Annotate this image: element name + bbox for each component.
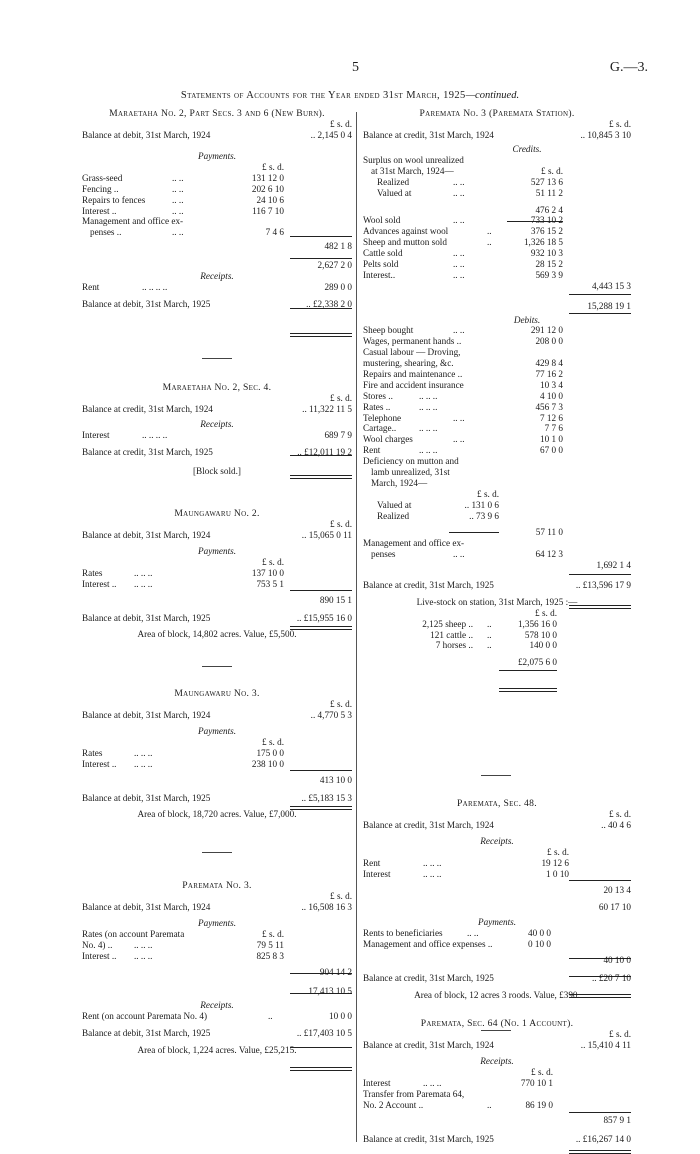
closing-balance: .. £15,955 16 0 xyxy=(296,612,352,623)
section-title: Paremata, Sec. 64 (No. 1 Account). xyxy=(420,1018,574,1029)
paremata-sec-64-account: Paremata, Sec. 64 (No. 1 Account). £ s. d. Balance at credit, 31st March, 1924 .. 15,410 4 11 Receipts. £ s. d. Interest .. .. .. 770 10 1 Transfer from Paremata 64, No. 2 Account .. .. 86 19 0 857 9 1 Balance at credit, 31st March, 1925 .. £16,267 14 0 xyxy=(363,1018,631,1145)
opening-balance: .. 15,065 0 11 xyxy=(301,530,352,541)
opening-balance: .. 15,410 4 11 xyxy=(580,1040,631,1051)
section-separator xyxy=(202,666,232,667)
section-title: Paremata, Sec. 48. xyxy=(457,798,537,809)
section-title: Maraetaha No. 2, Sec. 4. xyxy=(162,382,272,393)
closing-balance: .. £5,183 15 3 xyxy=(301,792,352,803)
payments-total: 482 1 8 xyxy=(324,241,352,252)
closing-balance: .. £12,011 19 2 xyxy=(297,446,352,457)
livestock-title: Live-stock on station, 31st March, 1925 :— xyxy=(416,596,578,607)
maraetaha-2-part-account: Maraetaha No. 2, Part Secs. 3 and 6 (New Burn). £ s. d. Balance at debit, 31st March, 1924 .. 2,145 0 4 Payments. £ s. d. Grass-seed .. .. 131 12 0 Fencing .. .. .. 202 6 10 Repairs to fences .. .. 24 10 6 Interest .. .. .. 116 7 10 Management and office ex- penses .. .. .. 7 4 6 482 1 8 2,627 2 0 Receipts. Rent .. .. .. .. 289 0 0 Balance at debit, 31st March, 1925 .. £2,338 2 0 xyxy=(82,108,352,310)
section-separator xyxy=(202,852,232,853)
page-title: Statements of Accounts for the Year ended 31st March, 1925—continued. xyxy=(180,90,520,101)
page-number: 5 xyxy=(352,60,359,75)
closing-balance: .. £16,267 14 0 xyxy=(575,1134,631,1145)
area-note: Area of block, 18,720 acres. Value, £7,000. xyxy=(137,809,297,820)
opening-balance: .. 2,145 0 4 xyxy=(310,130,352,141)
opening-balance: .. 16,508 16 3 xyxy=(301,902,352,913)
parliamentary-paper-ref: G.—3. xyxy=(609,60,648,75)
section-title: Paremata No. 3 (Paremata Station). xyxy=(419,108,575,119)
block-note: [Block sold.] xyxy=(193,465,241,476)
maungawaru-2-account: Maungawaru No. 2. £ s. d. Balance at debit, 31st March, 1924 .. 15,065 0 11 Payments. £ s. d. Rates .. .. .. 137 10 0 Interest .. .. .. .. 753 5 1 890 15 1 Balance at debit, 31st March, 1925 .. £15,955 16 0 Area of block, 14,802 acres. Value, £5,500. xyxy=(82,508,352,640)
area-note: Area of block, 1,224 acres. Value, £25,215. xyxy=(137,1045,297,1056)
maungawaru-3-account: Maungawaru No. 3. £ s. d. Balance at debit, 31st March, 1924 .. 4,770 5 3 Payments. £ s. d. Rates .. .. .. 175 0 0 Interest .. .. .. .. 238 10 0 413 10 0 Balance at debit, 31st March, 1925 .. £5,183 15 3 Area of block, 18,720 acres. Value, £7,000. xyxy=(82,688,352,820)
section-title: Maraetaha No. 2, Part Secs. 3 and 6 (New Burn). xyxy=(109,108,325,119)
paremata-station-account: Paremata No. 3 (Paremata Station). £ s. d. Balance at credit, 31st March, 1924 .. 10,845 3 10 Credits. Surplus on wool unrealized at 31st March, 1924— £ s. d. Realized .. .. 527 13 6 Valued at .. .. 51 11 2 476 2 4 Wool sold .. .. 733 10 2 Advances against wool .. 376 15 2 Sheep and mutton sold .. 1,326 18 5 Cattle sold .. .. 932 10 3 Pelts sold .. .. 28 15 2 Interest.. .. .. 569 3 9 4,443 15 3 15,288 19 1 Debits. Sheep bought .. .. 291 12 0 Wages, permanent hands .. 208 0 0 Casual labour — Droving, mustering, shearing, &c. 429 8 4 Repairs and maintenance .. 77 16 2 Fire and accident insurance 10 3 4 Stores .. .. .. .. 4 10 0 Rates .. .. .. .. 456 7 3 Telephone .. .. 7 12 6 Cartage.. .. .. .. 7 7 6 Wool charges .. .. 10 1 0 Rent .. .. .. 67 0 0 Deficiency on mutton and lamb unrealized, 31st March, 1924— £ s. d. Valued at .. 131 0 6 Realized .. 73 9 6 57 11 0 Management and office ex- penses .. .. 64 12 3 1,692 1 4 Balance at credit, 31st March, 1925 .. £13,596 17 9 Live-stock on station, 31st March, 1925 :— £ s. d. 2,125 sheep .. .. 1,356 16 0 121 cattle .. .. 578 10 0 7 horses .. .. 140 0 0 £2,075 6 0 xyxy=(363,108,631,668)
closing-balance: .. £2,338 2 0 xyxy=(306,298,352,309)
closing-balance: .. £13,596 17 9 xyxy=(575,580,631,591)
area-note: Area of block, 12 acres 3 roods. Value, £390. xyxy=(414,989,580,1000)
maraetaha-2-sec-4-account: Maraetaha No. 2, Sec. 4. £ s. d. Balance at credit, 31st March, 1924 .. 11,322 11 5 Receipts. Interest .. .. .. .. 689 7 9 Balance at credit, 31st March, 1925 .. £12,011 19 2 [Block sold.] xyxy=(82,382,352,477)
livestock-total: £2,075 6 0 xyxy=(517,657,557,668)
column-divider xyxy=(356,112,357,1142)
livestock-row: 2,125 sheep .. .. 1,356 16 0 xyxy=(422,618,557,629)
closing-balance: .. £17,403 10 5 xyxy=(296,1028,352,1039)
opening-balance: .. 10,845 3 10 xyxy=(580,130,631,141)
paremata-sec-48-account: Paremata, Sec. 48. £ s. d. Balance at credit, 31st March, 1924 .. 40 4 6 Receipts. £ s. d. Rent .. .. .. 19 12 6 Interest .. .. .. 1 0 10 20 13 4 60 17 10 Payments. Rents to beneficiaries .. .. 40 0 0 Management and office expenses .. 0 10 0 40 10 0 Balance at credit, 31st March, 1925 .. £20 7 10 Area of block, 12 acres 3 roods. Value, £390. xyxy=(363,798,631,1000)
section-title: Paremata No. 3. xyxy=(182,880,252,891)
opening-balance: .. 40 4 6 xyxy=(601,820,631,831)
section-title: Maungawaru No. 3. xyxy=(174,688,260,699)
livestock-row: 121 cattle .. .. 578 10 0 xyxy=(430,629,557,640)
closing-balance: .. £20 7 10 xyxy=(591,973,631,983)
section-title: Maungawaru No. 2. xyxy=(174,508,260,519)
paremata-3-account: Paremata No. 3. £ s. d. Balance at debit, 31st March, 1924 .. 16,508 16 3 Payments. Rates (on account Paremata £ s. d. No. 4) .. .. .. .. 79 5 11 Interest .. .. .. .. 825 8 3 904 14 2 17,413 10 5 Receipts. Rent (on account Paremata No. 4) .. 10 0 0 Balance at debit, 31st March, 1925 .. £17,403 10 5 Area of block, 1,224 acres. Value, £25,215. xyxy=(82,880,352,1056)
section-separator xyxy=(202,358,232,359)
opening-balance: .. 11,322 11 5 xyxy=(302,404,352,415)
area-note: Area of block, 14,802 acres. Value, £5,500. xyxy=(137,629,297,640)
column-header: £ s. d. xyxy=(330,119,352,130)
livestock-row: 7 horses .. .. 140 0 0 xyxy=(435,640,557,651)
section-separator xyxy=(481,775,511,776)
opening-balance: .. 4,770 5 3 xyxy=(310,710,352,721)
